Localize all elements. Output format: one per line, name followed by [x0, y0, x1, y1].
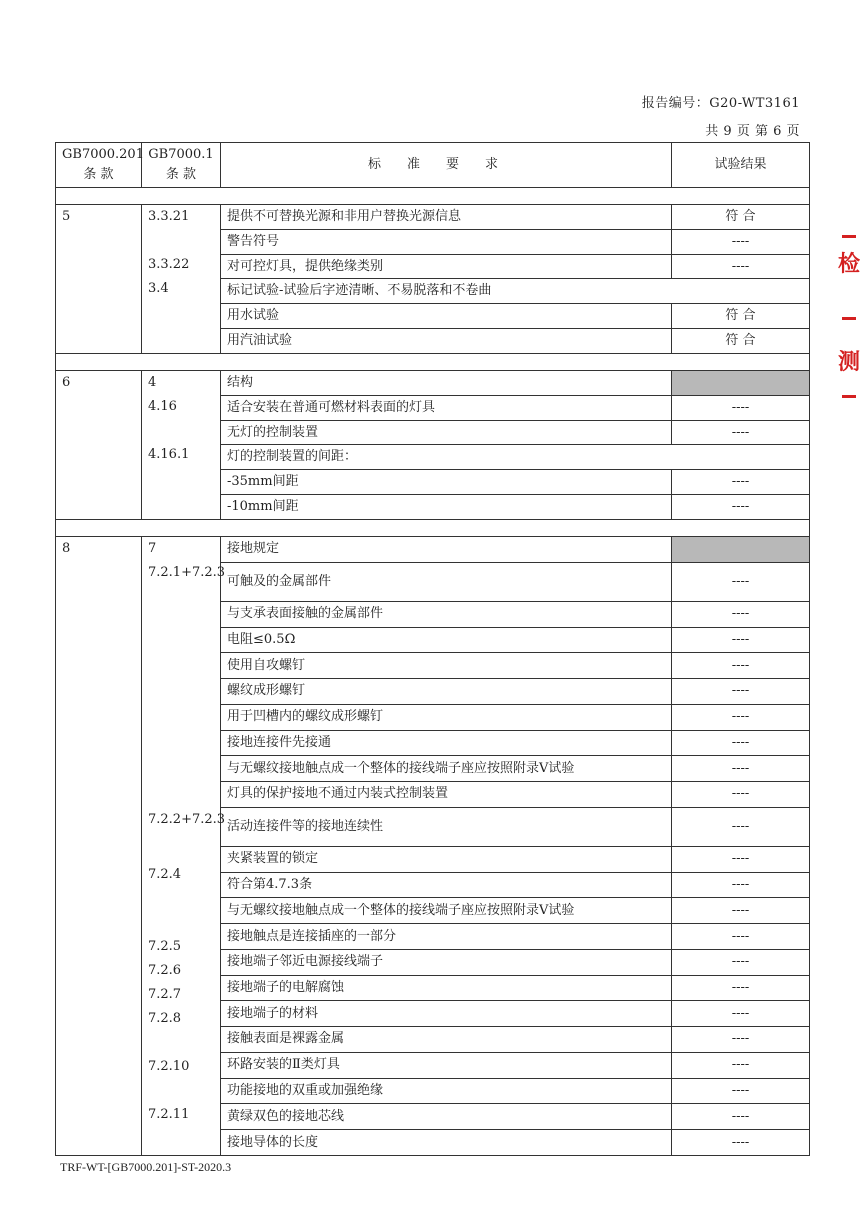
gb7000-1-clause: 7.2.10 [148, 1059, 190, 1074]
section-spacer-row [56, 354, 810, 371]
requirement-text: 接地连接件先接通 [221, 730, 672, 756]
test-result: ---- [672, 679, 810, 705]
gb7000-1-clause [148, 305, 214, 329]
test-result: ---- [672, 898, 810, 924]
test-result: ---- [672, 653, 810, 679]
requirement-text: 接地端子的材料 [221, 1001, 672, 1027]
gb7000-1-clause: 7.2.7 [148, 987, 182, 1002]
requirement-text: 与无螺纹接地触点成一个整体的接线端子座应按照附录V试验 [221, 756, 672, 782]
requirement-text: 螺纹成形螺钉 [221, 679, 672, 705]
requirement-text: 接地导体的长度 [221, 1130, 672, 1156]
test-result: ---- [672, 730, 810, 756]
requirement-text: 电阻≤0.5Ω [221, 627, 672, 653]
test-result: ---- [672, 1052, 810, 1078]
header-requirement [221, 143, 672, 188]
test-result: ---- [672, 846, 810, 872]
report-number: 报告编号：G20-WT3161 [641, 96, 800, 111]
requirement-text: 与无螺纹接地触点成一个整体的接线端子座应按照附录V试验 [221, 898, 672, 924]
requirement-text: 无灯的控制装置 [221, 420, 672, 445]
gb7000-1-clause: 7.2.8 [148, 1011, 182, 1026]
requirement-text: 黄绿双色的接地芯线 [221, 1104, 672, 1130]
requirement-text: 灯具的保护接地不通过内装式控制装置 [221, 782, 672, 808]
table-row [56, 205, 810, 230]
requirement-text: 提供不可替换光源和非用户替换光源信息 [221, 205, 672, 230]
header-gb7000-1-title: GB7000.1 [148, 147, 214, 162]
requirement-text: 灯的控制装置的间距： [221, 445, 810, 470]
gb7000-1-clause: 4.16 [148, 399, 177, 414]
requirement-text: 符合第4.7.3条 [221, 872, 672, 898]
requirement-text: 用水试验 [221, 304, 672, 329]
header-gb7000-201-title: GB7000.201 [62, 147, 144, 162]
test-result: ---- [672, 470, 810, 495]
page-indicator: 共 9 页 第 6 页 [705, 124, 800, 139]
test-result: ---- [672, 1027, 810, 1053]
test-result: 符 合 [672, 205, 810, 230]
requirement-text: 警告符号 [221, 229, 672, 254]
table-header-row [56, 143, 810, 188]
header-gb7000-201-sub: 条 款 [83, 167, 114, 182]
gb7000-1-clause: 7.2.5 [148, 939, 182, 954]
gb7000-1-clause [148, 1035, 214, 1059]
gb7000-1-clause [148, 329, 214, 353]
spacer-cell [56, 188, 810, 205]
test-result: 符 合 [672, 329, 810, 354]
form-code-footer: TRF-WT-[GB7000.201]-ST-2020.3 [60, 1160, 232, 1174]
requirement-text: 结构 [221, 371, 672, 396]
requirement-text: 适合安装在普通可燃材料表面的灯具 [221, 395, 672, 420]
gb7000-201-clause: 8 [56, 537, 142, 1156]
requirement-text: 活动连接件等的接地连续性 [221, 807, 672, 846]
test-result: ---- [672, 601, 810, 627]
test-result: ---- [672, 229, 810, 254]
gb7000-1-clause: 3.3.21 [148, 209, 190, 224]
gb7000-1-clause [148, 915, 214, 939]
gb7000-1-clause [148, 471, 214, 495]
result-cell-shaded [672, 537, 810, 563]
test-result: ---- [672, 782, 810, 808]
test-result: ---- [672, 627, 810, 653]
gb7000-1-clause [148, 644, 214, 668]
stamp-bracket-top [842, 235, 856, 238]
standard-requirements-table [55, 142, 810, 1156]
test-result: ---- [672, 949, 810, 975]
spacer-cell [56, 520, 810, 537]
test-result: ---- [672, 1104, 810, 1130]
stamp-char-2: 测 [838, 350, 860, 375]
gb7000-1-clause-column [142, 371, 221, 520]
gb7000-1-clause: 4.16.1 [148, 447, 190, 462]
test-result: ---- [672, 395, 810, 420]
requirement-text: 接地端子的电解腐蚀 [221, 975, 672, 1001]
test-result: ---- [672, 1130, 810, 1156]
spacer-cell [56, 354, 810, 371]
gb7000-1-clause [148, 423, 214, 447]
test-result: ---- [672, 872, 810, 898]
gb7000-1-clause [148, 1083, 214, 1107]
requirement-text: 可触及的金属部件 [221, 562, 672, 601]
requirement-text: 夹紧装置的锁定 [221, 846, 672, 872]
gb7000-1-clause [148, 233, 214, 257]
gb7000-1-clause [148, 620, 214, 644]
gb7000-1-clause [148, 740, 214, 764]
test-result: ---- [672, 807, 810, 846]
gb7000-1-clause: 7.2.1+7.2.3 [148, 565, 226, 580]
gb7000-1-clause: 3.3.22 [148, 257, 190, 272]
test-result: ---- [672, 756, 810, 782]
gb7000-1-clause [148, 716, 214, 740]
table-row [56, 537, 810, 563]
result-cell-shaded [672, 371, 810, 396]
requirement-text: 用汽油试验 [221, 329, 672, 354]
test-result: ---- [672, 562, 810, 601]
stamp-char-1: 检 [838, 252, 860, 277]
stamp-bracket-bottom [842, 395, 856, 398]
gb7000-1-clause: 7.2.2+7.2.3 [148, 812, 226, 827]
gb7000-1-clause-column [142, 205, 221, 354]
requirement-text: 环路安装的Ⅱ类灯具 [221, 1052, 672, 1078]
gb7000-1-clause [148, 495, 214, 519]
requirement-text: 接地触点是连接插座的一部分 [221, 924, 672, 950]
test-result: ---- [672, 704, 810, 730]
header-requirement-label: 标准要求 [367, 157, 524, 172]
test-result: ---- [672, 1078, 810, 1104]
requirement-text: 使用自攻螺钉 [221, 653, 672, 679]
gb7000-1-clause-column [142, 537, 226, 1156]
table-row [56, 371, 810, 396]
requirement-text: 用于凹槽内的螺纹成形螺钉 [221, 704, 672, 730]
inspection-stamp [836, 235, 860, 405]
header-gb7000-201 [56, 143, 142, 188]
gb7000-1-clause [148, 692, 214, 716]
gb7000-1-clause [148, 788, 214, 812]
section-spacer-row [56, 520, 810, 537]
test-result: ---- [672, 420, 810, 445]
header-result: 试验结果 [672, 143, 810, 188]
test-result: ---- [672, 1001, 810, 1027]
gb7000-1-clause [148, 1131, 214, 1155]
requirement-text: 接地端子邻近电源接线端子 [221, 949, 672, 975]
test-result: ---- [672, 495, 810, 520]
section-spacer-row [56, 188, 810, 205]
requirement-text: -35mm间距 [221, 470, 672, 495]
header-gb7000-1 [142, 143, 221, 188]
gb7000-1-clause: 7.2.6 [148, 963, 182, 978]
gb7000-201-clause: 6 [56, 371, 142, 520]
requirement-text: 接地规定 [221, 537, 672, 563]
gb7000-201-clause: 5 [56, 205, 142, 354]
requirement-text: 对可控灯具，提供绝缘类别 [221, 254, 672, 279]
test-result: ---- [672, 924, 810, 950]
requirement-text: 功能接地的双重或加强绝缘 [221, 1078, 672, 1104]
gb7000-1-clause [148, 891, 214, 915]
test-result: 符 合 [672, 304, 810, 329]
gb7000-1-clause [148, 668, 214, 692]
header-gb7000-1-sub: 条 款 [165, 167, 197, 182]
gb7000-1-clause: 7 [148, 541, 157, 556]
test-result: ---- [672, 975, 810, 1001]
gb7000-1-clause: 4 [148, 375, 157, 390]
requirement-text: -10mm间距 [221, 495, 672, 520]
stamp-bracket-mid [842, 317, 856, 320]
gb7000-1-clause: 7.2.11 [148, 1107, 190, 1122]
requirement-text: 接触表面是裸露金属 [221, 1027, 672, 1053]
gb7000-1-clause: 7.2.4 [148, 867, 182, 882]
gb7000-1-clause: 3.4 [148, 281, 169, 296]
test-result: ---- [672, 254, 810, 279]
requirement-text: 与支承表面接触的金属部件 [221, 601, 672, 627]
requirement-text: 标记试验-试验后字迹清晰、不易脱落和不卷曲 [221, 279, 810, 304]
gb7000-1-clause [148, 764, 214, 788]
